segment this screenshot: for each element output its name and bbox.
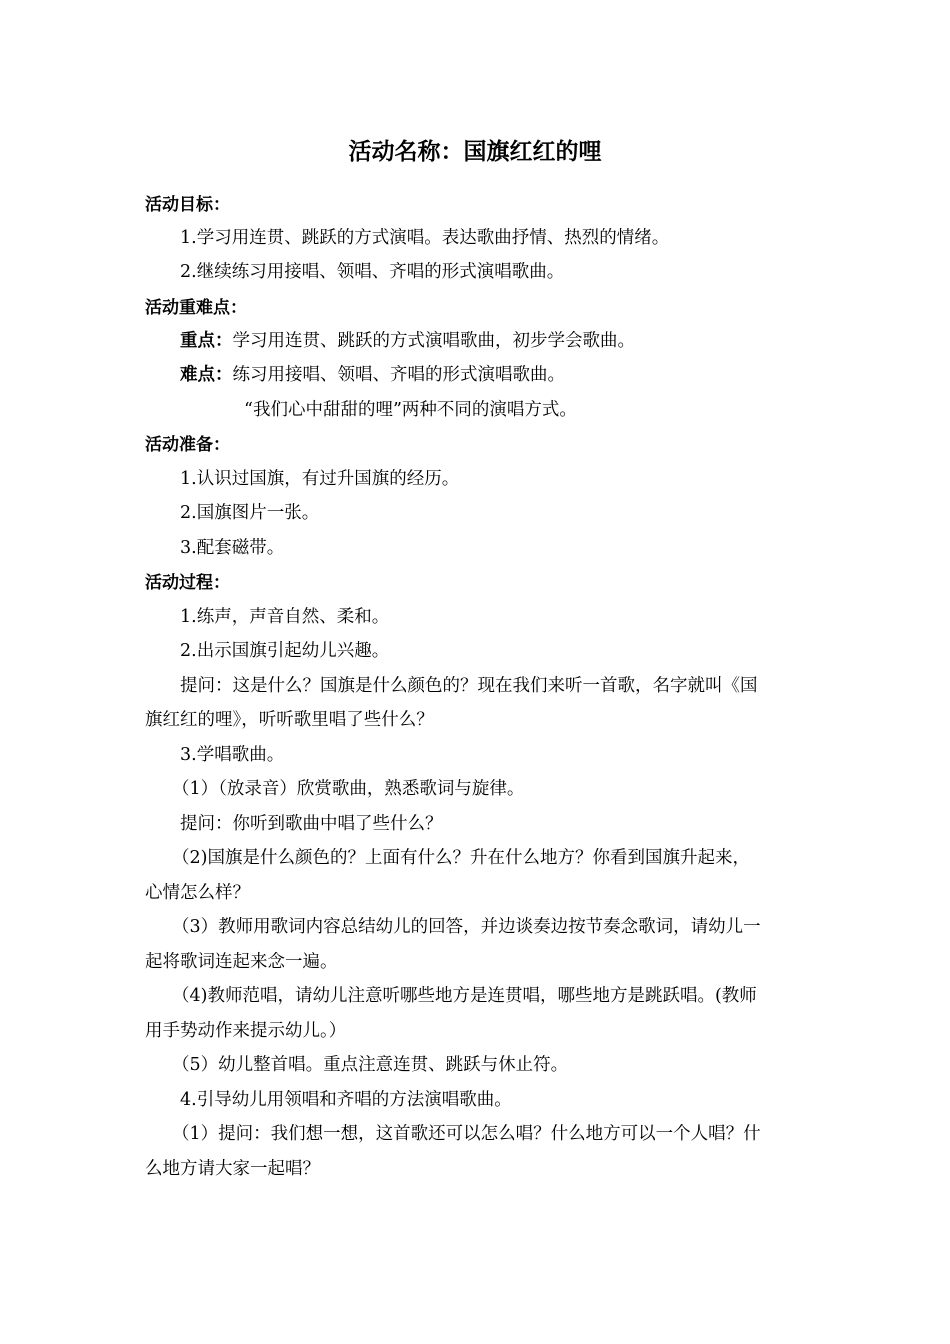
process-line: 提问：你听到歌曲中唱了些什么？ [180, 814, 443, 834]
process-line: 起将歌词连起来念一遍。 [145, 952, 338, 972]
process-line: 么地方请大家一起唱？ [145, 1159, 320, 1179]
difficulty-text: 练习用接唱、领唱、齐唱的形式演唱歌曲。 [232, 365, 565, 385]
page-title: 活动名称：国旗红红的哩 [348, 139, 602, 165]
key-points-heading: 活动重难点： [145, 298, 247, 318]
goals-heading: 活动目标： [145, 195, 230, 215]
process-line: 2.出示国旗引起幼儿兴趣。 [180, 641, 390, 661]
preparation-item-2: 2.国旗图片一张。 [180, 503, 320, 523]
process-line: （4)教师范唱，请幼儿注意听哪些地方是连贯唱，哪些地方是跳跃唱。(教师 [172, 986, 757, 1006]
difficulty-label: 难点： [180, 365, 233, 385]
process-heading: 活动过程： [145, 573, 230, 593]
process-line: 3.学唱歌曲。 [180, 745, 285, 765]
process-line: 提问：这是什么？国旗是什么颜色的？现在我们来听一首歌，名字就叫《国 [180, 676, 758, 696]
process-line: 用手势动作来提示幼儿。） [145, 1021, 347, 1041]
goal-item-1: 1.学习用连贯、跳跃的方式演唱。表达歌曲抒情、热烈的情绪。 [180, 228, 670, 248]
goal-item-2: 2.继续练习用接唱、领唱、齐唱的形式演唱歌曲。 [180, 262, 565, 282]
key-point-text: 学习用连贯、跳跃的方式演唱歌曲，初步学会歌曲。 [232, 331, 635, 351]
process-line: （3）教师用歌词内容总结幼儿的回答，并边谈奏边按节奏念歌词，请幼儿一 [172, 917, 761, 937]
key-point-line [180, 327, 635, 352]
preparation-item-1: 1.认识过国旗，有过升国旗的经历。 [180, 469, 460, 489]
preparation-heading: 活动准备： [145, 435, 230, 455]
process-line: （2)国旗是什么颜色的？上面有什么？升在什么地方？你看到国旗升起来， [172, 848, 750, 868]
key-point-label: 重点： [180, 331, 233, 351]
process-line: 4.引导幼儿用领唱和齐唱的方法演唱歌曲。 [180, 1090, 512, 1110]
preparation-item-3: 3.配套磁带。 [180, 538, 285, 558]
difficulty-line-2: “我们心中甜甜的哩”两种不同的演唱方式。 [244, 400, 577, 420]
process-line: 心情怎么样？ [145, 883, 250, 903]
process-line: （5）幼儿整首唱。重点注意连贯、跳跃与休止符。 [172, 1055, 569, 1075]
process-line: （1）（放录音）欣赏歌曲，熟悉歌词与旋律。 [172, 779, 525, 799]
process-line: 旗红红的哩》，听听歌里唱了些什么？ [145, 710, 434, 730]
difficulty-line [180, 361, 565, 386]
process-line: （1）提问：我们想一想，这首歌还可以怎么唱？什么地方可以一个人唱？什 [172, 1124, 761, 1144]
process-line: 1.练声，声音自然、柔和。 [180, 607, 390, 627]
